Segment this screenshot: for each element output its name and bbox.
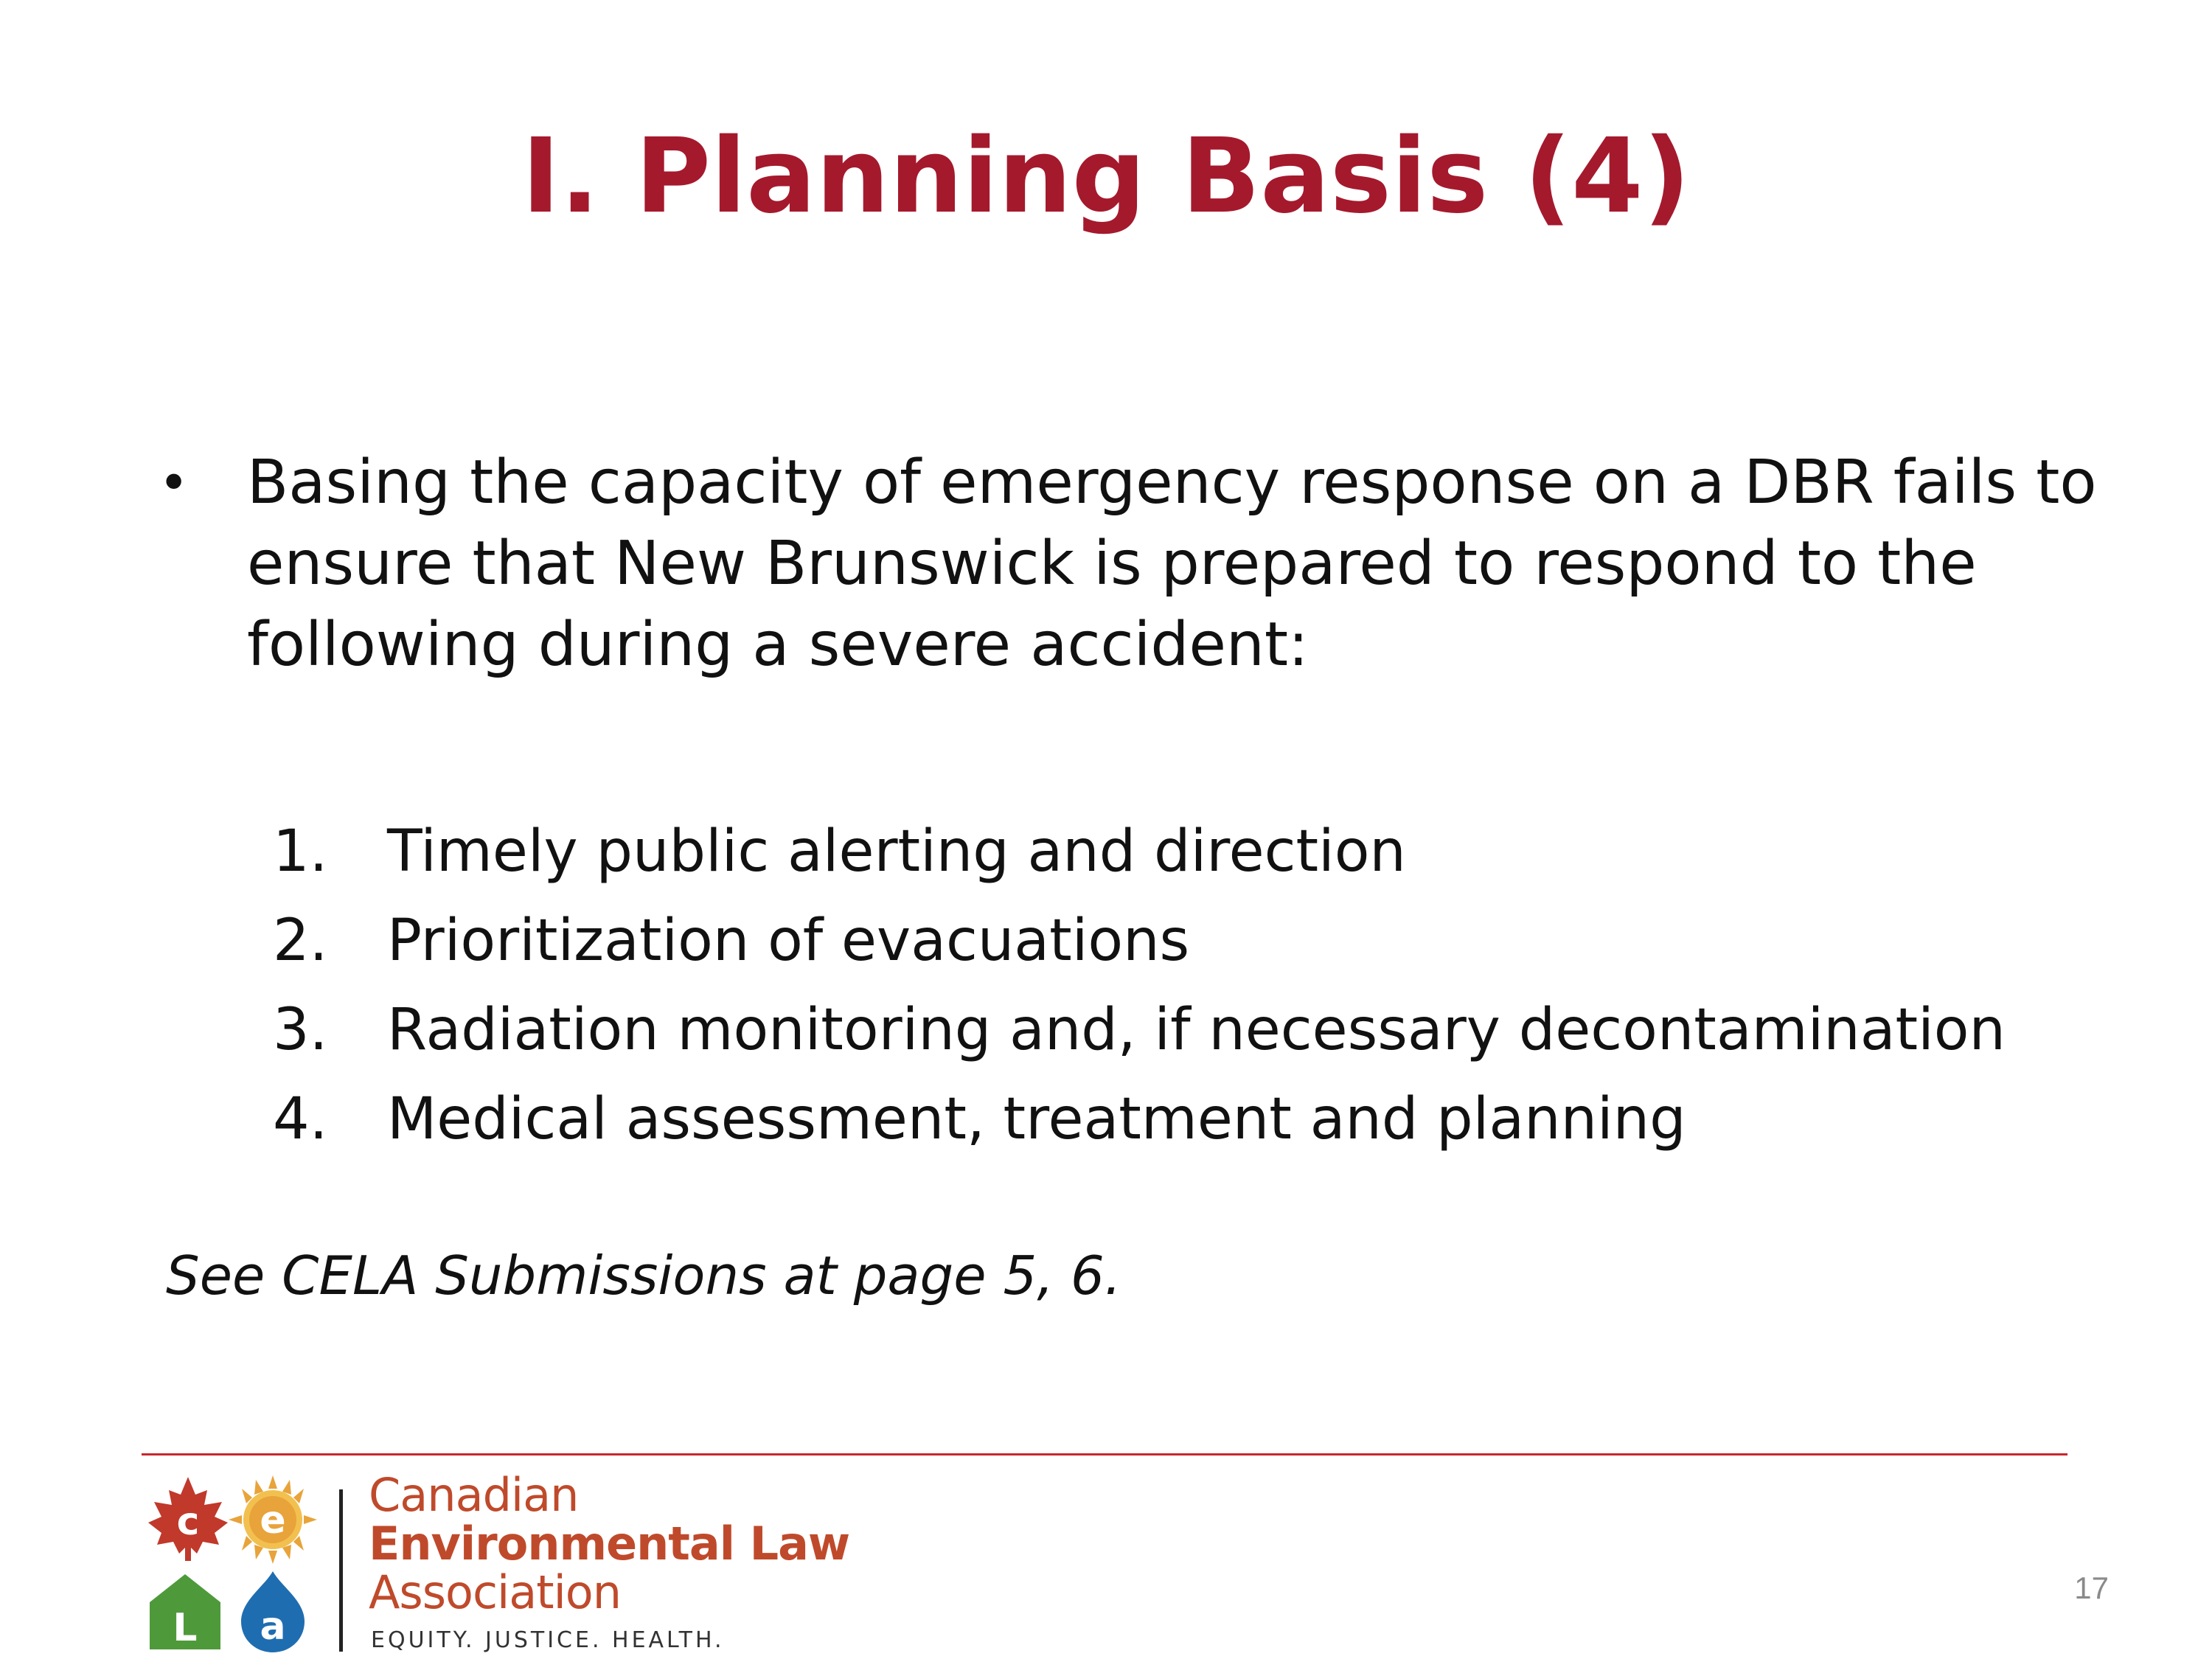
logo-letter-l: L (173, 1606, 198, 1650)
list-item-text: Prioritization of evacuations (387, 908, 1190, 974)
logo-name-line-3: Association (369, 1565, 622, 1619)
list-item-text: Radiation monitoring and, if necessary decontamination (387, 997, 2006, 1063)
list-item-text: Timely public alerting and direction (387, 818, 1406, 885)
list-item-number: 3. (273, 997, 328, 1063)
list-item (273, 990, 2116, 1079)
list-item-number: 2. (273, 908, 328, 974)
bullet-text: Basing the capacity of emergency response on a DBR fails to ensure that New Brunswick is prepared to respond to the following during a severe accident: (247, 448, 2097, 680)
logo-letter-a: a (260, 1604, 286, 1649)
logo-icons (144, 1471, 321, 1655)
list-item-number: 1. (273, 818, 328, 885)
water-drop-icon (241, 1571, 305, 1652)
list-item-number: 4. (273, 1086, 328, 1152)
slide-title: I. Planning Basis (4) (521, 116, 1691, 237)
logo-divider (339, 1489, 343, 1652)
logo-name-line-2: Environmental Law (369, 1517, 850, 1571)
logo-letter-c: c (176, 1500, 200, 1544)
cela-logo (144, 1468, 850, 1655)
page-number: 17 (2074, 1571, 2109, 1605)
logo-name-line-1: Canadian (369, 1468, 579, 1522)
maple-leaf-icon (148, 1477, 228, 1561)
list-item-text: Medical assessment, treatment and planning (387, 1086, 1686, 1152)
sun-icon (229, 1475, 317, 1564)
logo-tagline: EQUITY. JUSTICE. HEALTH. (371, 1627, 725, 1653)
list-item (273, 1079, 2116, 1168)
citation: See CELA Submissions at page 5, 6. (166, 1245, 1121, 1307)
logo-organization-name (369, 1468, 850, 1619)
house-icon (150, 1574, 220, 1650)
list-item (273, 900, 2116, 990)
list-item (273, 811, 2116, 900)
footer-divider (142, 1453, 2067, 1455)
bullet-icon: • (159, 453, 189, 513)
numbered-list (273, 811, 2116, 1168)
logo-letter-e: e (260, 1498, 286, 1543)
